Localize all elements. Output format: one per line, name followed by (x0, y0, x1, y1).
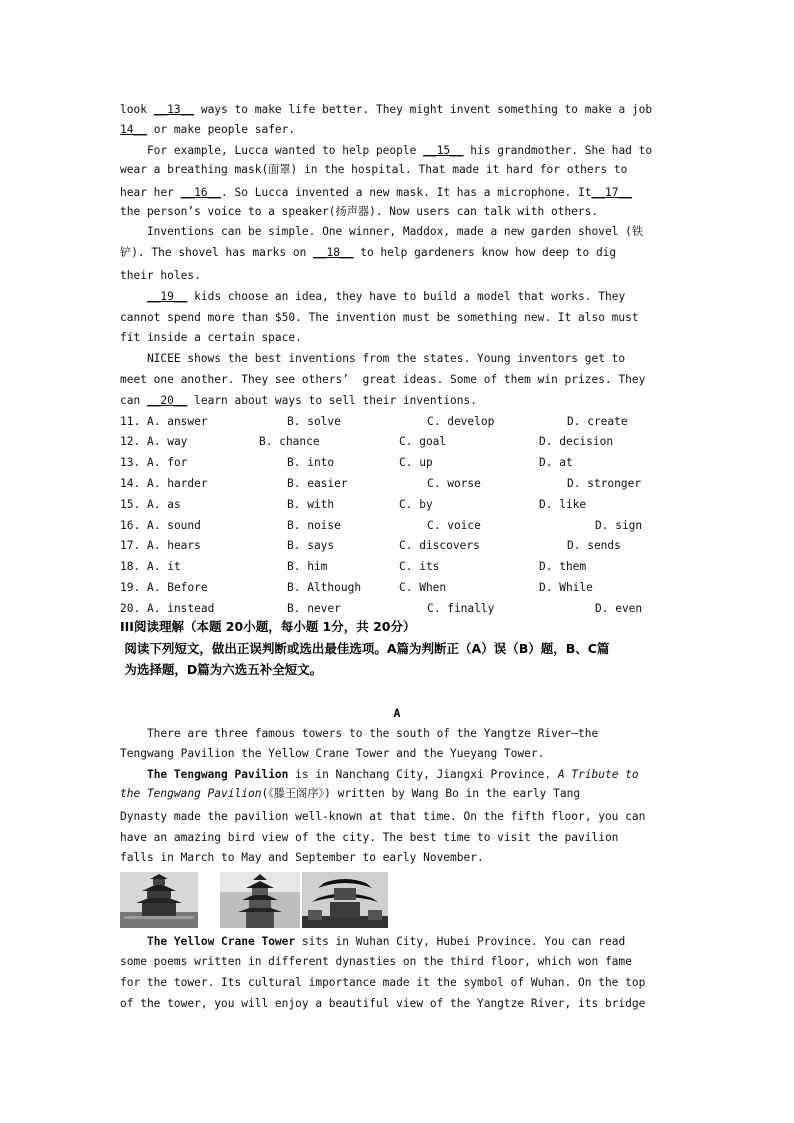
exam-page: look __13__ ways to make life better. They might invent something to make a job 14__ or make people safer. For example, Lucca wanted to help people __15__ his grandmother. She had to wear a breathing mask(面罩) in the hospital. That made it hard for others to hear her __16__. So Lucca invented a new mask. It has a microphone. It__17__ the person’s voice to a speaker(扬声器). Now users can talk with others. Inventions can be simple. One winner, Maddox, made a new garden shovel (铁 铲). The shovel has marks on __18__ to help gardeners know how deep to dig their holes. __19__ kids choose an idea, they have to build a model that works. They cannot spend more than $50. The invention must be something new. It also must fit inside a certain space. NICEE shows the best inventions from the states. Young inventors get to meet one another. They see others’ great ideas. Some of them win prizes. They can __20__ learn about ways to sell their inventions. 11. A. answer B. solve C. develop D. create 12. A. way B. chance C. goal D. decision 13. A. for B. into C. up D. at 14. A. harder B. easier C. worse D. stronger 15. A. as B. with C. by D. like 16. A. sound B. noise C. voice D. sign 17. A. hears B. says C. discovers D. sends 18. A. it B. him C. its D. them 19. A. Before B. Although C. When D. While 20. A. instead B. never C. finally D. even III阅读理解（本题 20小题，每小题 1分，共 20分） 阅读下列短文，做出正误判断或选出最佳选项。A篇为判断正（A）误（B）题，B、C篇 为选择题，D篇为六选五补全短文。 A There are three famous towers to the south of the Yangtze River—the Tengwang Pavilion the Yellow Crane Tower and the Yueyang Tower. The Tengwang Pavilion is in Nanchang City, Jiangxi Province. A Tribute to the Tengwang Pavilion(《滕王阁序》) written by Wang Bo in the early Tang Dynasty made the pavilion well-known at that time. On the fifth floor, you can have an amazing bird view of the city. The best time to visit the pavilion falls in March to May and September to early November. The Yellow Crane Tower sits in Wuhan City, Hubei Province. You can read some poems written in different dynasties on the third floor, which won fame for the tower. Its cultural importance made it the symbol of Wuhan. On the top of the tower, you will enjoy a beautiful view of the Yangtze River, its bridge (0, 0, 794, 1123)
option-d[interactable]: D. create (567, 415, 628, 428)
option-c[interactable]: C. goal (399, 435, 447, 448)
option-d[interactable]: D. decision (539, 435, 614, 448)
option-c[interactable]: C. by (399, 498, 433, 511)
passage-line: some poems written in different dynasties on the third floor, which won fame (120, 955, 632, 968)
cloze-line-13: NICEE shows the best inventions from the states. Young inventors get to (120, 352, 626, 365)
passage-line: Dynasty made the pavilion well-known at that time. On the fifth floor, you can (120, 810, 646, 823)
section-heading: III阅读理解（本题 20小题，每小题 1分，共 20分） (120, 619, 416, 634)
cloze-line-11: cannot spend more than $50. The invention must be something new. It also must (120, 311, 639, 324)
option-a[interactable]: A. for (147, 456, 188, 469)
blank-18: __18__ (313, 246, 354, 259)
option-b[interactable]: B. easier (287, 477, 348, 490)
option-b[interactable]: B. says (287, 539, 335, 552)
option-d[interactable]: D. sends (567, 539, 621, 552)
option-a[interactable]: A. harder (147, 477, 208, 490)
cloze-line-7: Inventions can be simple. One winner, Maddox, made a new garden shovel (铁 (120, 225, 644, 238)
option-b[interactable]: B. him (287, 560, 328, 573)
yellow-crane-tower-photo (220, 872, 300, 928)
option-a[interactable]: A. Before (147, 581, 208, 594)
passage-line: The Yellow Crane Tower sits in Wuhan City, Hubei Province. You can read (146, 935, 626, 948)
cloze-line-5: hear her __16__. So Lucca invented a new mask. It has a microphone. It__17__ (120, 186, 632, 199)
blank-14: 14__ (120, 123, 147, 136)
yueyang-tower-photo (302, 872, 388, 928)
cloze-line-1: look __13__ ways to make life better. They might invent something to make a job (120, 103, 653, 116)
cloze-line-14: meet one another. They see others’ great ideas. Some of them win prizes. They (120, 373, 646, 386)
option-b[interactable]: B. into (287, 456, 335, 469)
cloze-line-12: fit inside a certain space. (120, 331, 302, 344)
option-d[interactable]: D. While (539, 581, 593, 594)
blank-19: __19__ (146, 290, 188, 303)
option-a[interactable]: A. hears (147, 539, 201, 552)
passage-line: There are three famous towers to the south of the Yangtze River—the (120, 727, 599, 740)
option-b[interactable]: B. noise (287, 519, 341, 532)
option-a[interactable]: A. it (147, 560, 181, 573)
cloze-line-2: 14__ or make people safer. (120, 123, 296, 136)
blank-17: __17__ (591, 186, 632, 199)
cloze-line-6: the person’s voice to a speaker(扬声器). Now users can talk with others. (120, 205, 599, 218)
passage-line: for the tower. Its cultural importance made it the symbol of Wuhan. On the top (120, 976, 646, 989)
option-c[interactable]: C. up (399, 456, 433, 469)
option-b[interactable]: B. Although (287, 581, 362, 594)
option-b[interactable]: B. never (287, 602, 341, 615)
passage-line: The Tengwang Pavilion is in Nanchang City, Jiangxi Province. A Tribute to (146, 768, 639, 781)
passage-line: falls in March to May and September to early November. (120, 851, 484, 864)
blank-15: __15__ (423, 144, 464, 157)
cloze-line-15: can __20__ learn about ways to sell their inventions. (120, 394, 477, 407)
tengwang-pavilion-photo (120, 872, 198, 928)
option-a[interactable]: A. answer (147, 415, 208, 428)
option-c[interactable]: C. When (399, 581, 447, 594)
cloze-line-9: their holes. (120, 269, 201, 282)
option-b[interactable]: B. chance (259, 435, 320, 448)
blank-16: __16__ (180, 186, 222, 199)
option-d[interactable]: D. sign (595, 519, 643, 532)
option-d[interactable]: D. stronger (567, 477, 642, 490)
option-a[interactable]: A. instead (147, 602, 215, 615)
option-c[interactable]: C. voice (427, 519, 481, 532)
cloze-line-8: 铲). The shovel has marks on __18__ to help gardeners know how deep to dig (120, 246, 617, 259)
option-b[interactable]: B. solve (287, 415, 341, 428)
option-c[interactable]: C. its (399, 560, 440, 573)
option-d[interactable]: D. like (539, 498, 587, 511)
cloze-line-4: wear a breathing mask(面罩) in the hospital. That made it hard for others to (120, 163, 628, 176)
option-c[interactable]: C. finally (427, 602, 495, 615)
passage-line: have an amazing bird view of the city. The best time to visit the pavilion (120, 831, 619, 844)
cloze-line-10: __19__ kids choose an idea, they have to build a model that works. They (146, 290, 626, 303)
option-d[interactable]: D. at (539, 456, 573, 469)
blank-13: __13__ (153, 103, 195, 116)
passage-line: of the tower, you will enjoy a beautiful view of the Yangtze River, its bridge (120, 997, 646, 1010)
option-d[interactable]: D. them (539, 560, 587, 573)
option-a[interactable]: A. as (147, 498, 181, 511)
option-c[interactable]: C. worse (427, 477, 481, 490)
passage-line: Tengwang Pavilion the Yellow Crane Tower and the Yueyang Tower. (120, 747, 545, 760)
section-instruction-2: 为选择题，D篇为六选五补全短文。 (120, 662, 323, 677)
section-instruction-1: 阅读下列短文，做出正误判断或选出最佳选项。A篇为判断正（A）误（B）题，B、C篇 (120, 641, 610, 656)
option-a[interactable]: A. sound (147, 519, 201, 532)
option-c[interactable]: C. develop (427, 415, 495, 428)
option-d[interactable]: D. even (595, 602, 643, 615)
option-c[interactable]: C. discovers (399, 539, 480, 552)
option-b[interactable]: B. with (287, 498, 335, 511)
passage-label: A (393, 706, 401, 720)
blank-20: __20__ (146, 394, 188, 407)
cloze-line-3: For example, Lucca wanted to help people __15__ his grandmother. She had to (120, 144, 653, 157)
option-a[interactable]: A. way (147, 435, 188, 448)
passage-line: the Tengwang Pavilion(《滕王阁序》) written by Wang Bo in the early Tang (120, 787, 581, 800)
